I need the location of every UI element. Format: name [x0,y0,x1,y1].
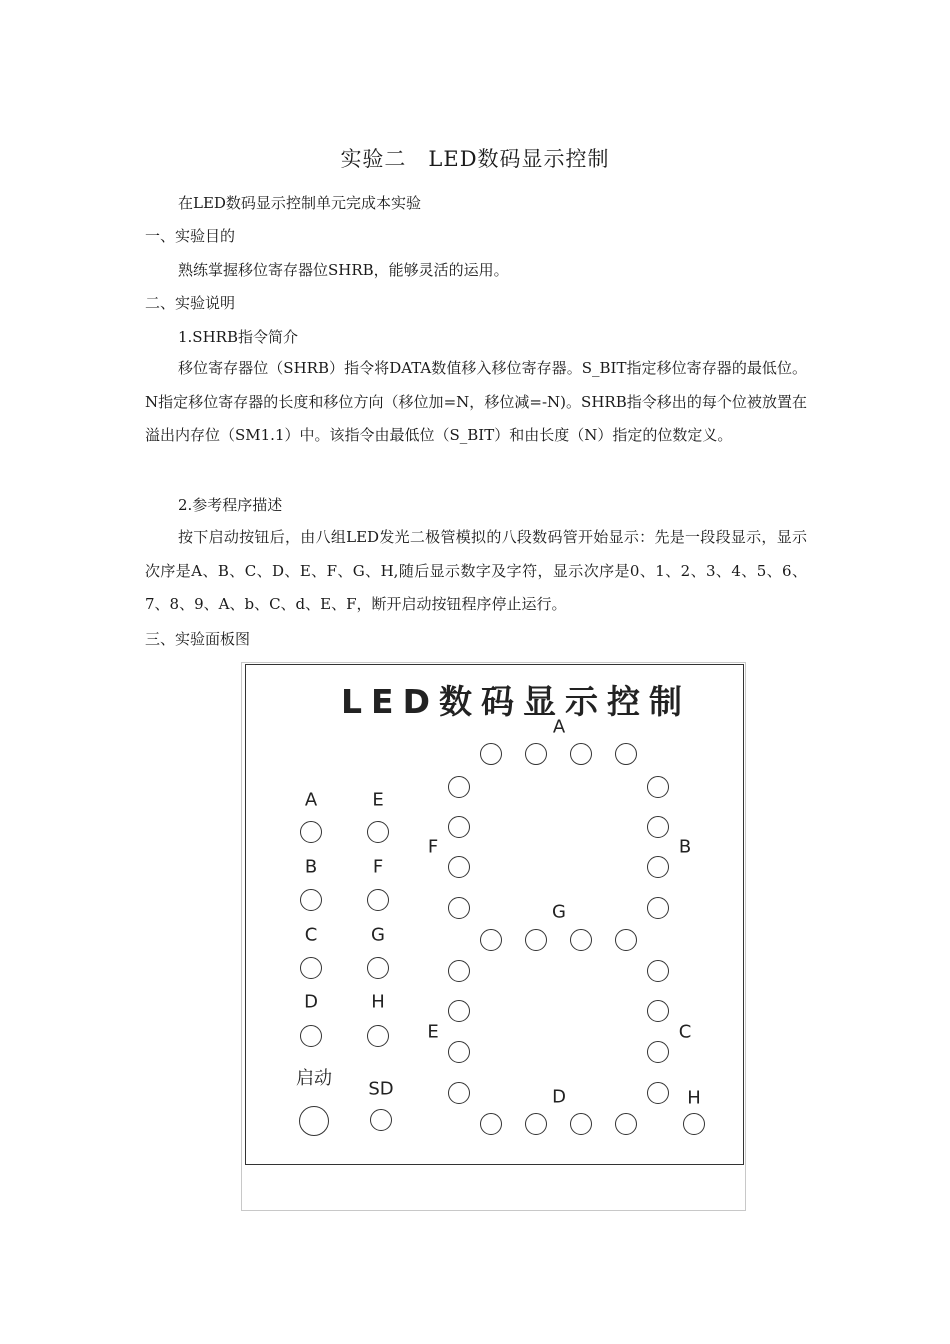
start-button[interactable] [299,1106,329,1136]
segment-a-led [525,743,547,765]
segment-g-led [525,929,547,951]
indicator-led [367,889,389,911]
segment-label-g: G [552,901,566,923]
segment-d-led [615,1113,637,1135]
segment-a-led [570,743,592,765]
segment-f-led [448,897,470,919]
segment-e-led [448,1041,470,1063]
panel-label-sd: SD [368,1078,394,1100]
segment-b-led [647,897,669,919]
panel-label-a: A [304,789,318,811]
segment-f-led [448,776,470,798]
indicator-led [300,957,322,979]
sd-indicator-led [370,1109,392,1131]
segment-e-led [448,1082,470,1104]
segment-label-e: E [427,1021,439,1043]
segment-g-led [480,929,502,951]
segment-h-led [683,1113,705,1135]
panel-label-f: F [372,856,384,878]
panel-label-b: B [304,856,318,878]
panel-label-c: C [304,924,318,946]
section-2-para2: 按下启动按钮后，由八组LED发光二极管模拟的八段数码管开始显示：先是一段段显示，显示次序是A、B、C、D、E、F、G、H,随后显示数字及字符，显示次序是0、1、2、3、4、5、6、7、8、9、A、b、C、d、E、F，断开启动按钮程序停止运行。 [145,528,807,614]
segment-e-led [448,960,470,982]
section-3-heading: 三、实验面板图 [145,630,251,648]
segment-b-led [647,856,669,878]
segment-f-led [448,816,470,838]
segment-d-led [570,1113,592,1135]
segment-label-b: B [678,836,692,858]
section-2-sub2: 2.参考程序描述 [178,496,283,514]
segment-c-led [647,1041,669,1063]
panel-label-d: D [304,991,318,1013]
segment-label-f: F [427,836,439,858]
segment-a-led [615,743,637,765]
segment-d-led [480,1113,502,1135]
section-1-body: 熟练掌握移位寄存器位SHRB，能够灵活的运用。 [178,261,509,279]
section-1-heading: 一、实验目的 [145,227,236,245]
segment-g-led [570,929,592,951]
panel-label-g: G [371,924,385,946]
segment-label-d: D [552,1086,566,1108]
segment-label-a: A [552,716,566,738]
segment-g-led [615,929,637,951]
segment-c-led [647,1000,669,1022]
indicator-led [300,1025,322,1047]
segment-d-led [525,1113,547,1135]
panel-label-e: E [372,789,384,811]
section-2-heading: 二、实验说明 [145,294,236,312]
segment-c-led [647,960,669,982]
panel-title: LED数码显示控制 [341,682,691,721]
segment-label-c: C [678,1021,692,1043]
indicator-led [300,889,322,911]
indicator-led [367,1025,389,1047]
segment-a-led [480,743,502,765]
segment-e-led [448,1000,470,1022]
segment-c-led [647,1082,669,1104]
segment-b-led [647,816,669,838]
segment-label-h: H [687,1087,701,1109]
section-2-sub1: 1.SHRB指令简介 [178,328,298,346]
indicator-led [367,957,389,979]
page-title: 实验二 LED数码显示控制 [340,147,610,171]
segment-f-led [448,856,470,878]
panel-label-h: H [371,991,385,1013]
panel-label-start: 启动 [296,1068,332,1089]
indicator-led [300,821,322,843]
indicator-led [367,821,389,843]
intro-text: 在LED数码显示控制单元完成本实验 [178,194,421,212]
section-2-para1: 移位寄存器位（SHRB）指令将DATA数值移入移位寄存器。S_BIT指定移位寄存器的最低位。N指定移位寄存器的长度和移位方向（移位加=N，移位减=-N)。SHRB指令移出的每个位被放置在溢出内存位（SM1.1）中。该指令由最低位（S_BIT）和由长度（N）指定的位数定义。 [145,359,807,445]
segment-b-led [647,776,669,798]
